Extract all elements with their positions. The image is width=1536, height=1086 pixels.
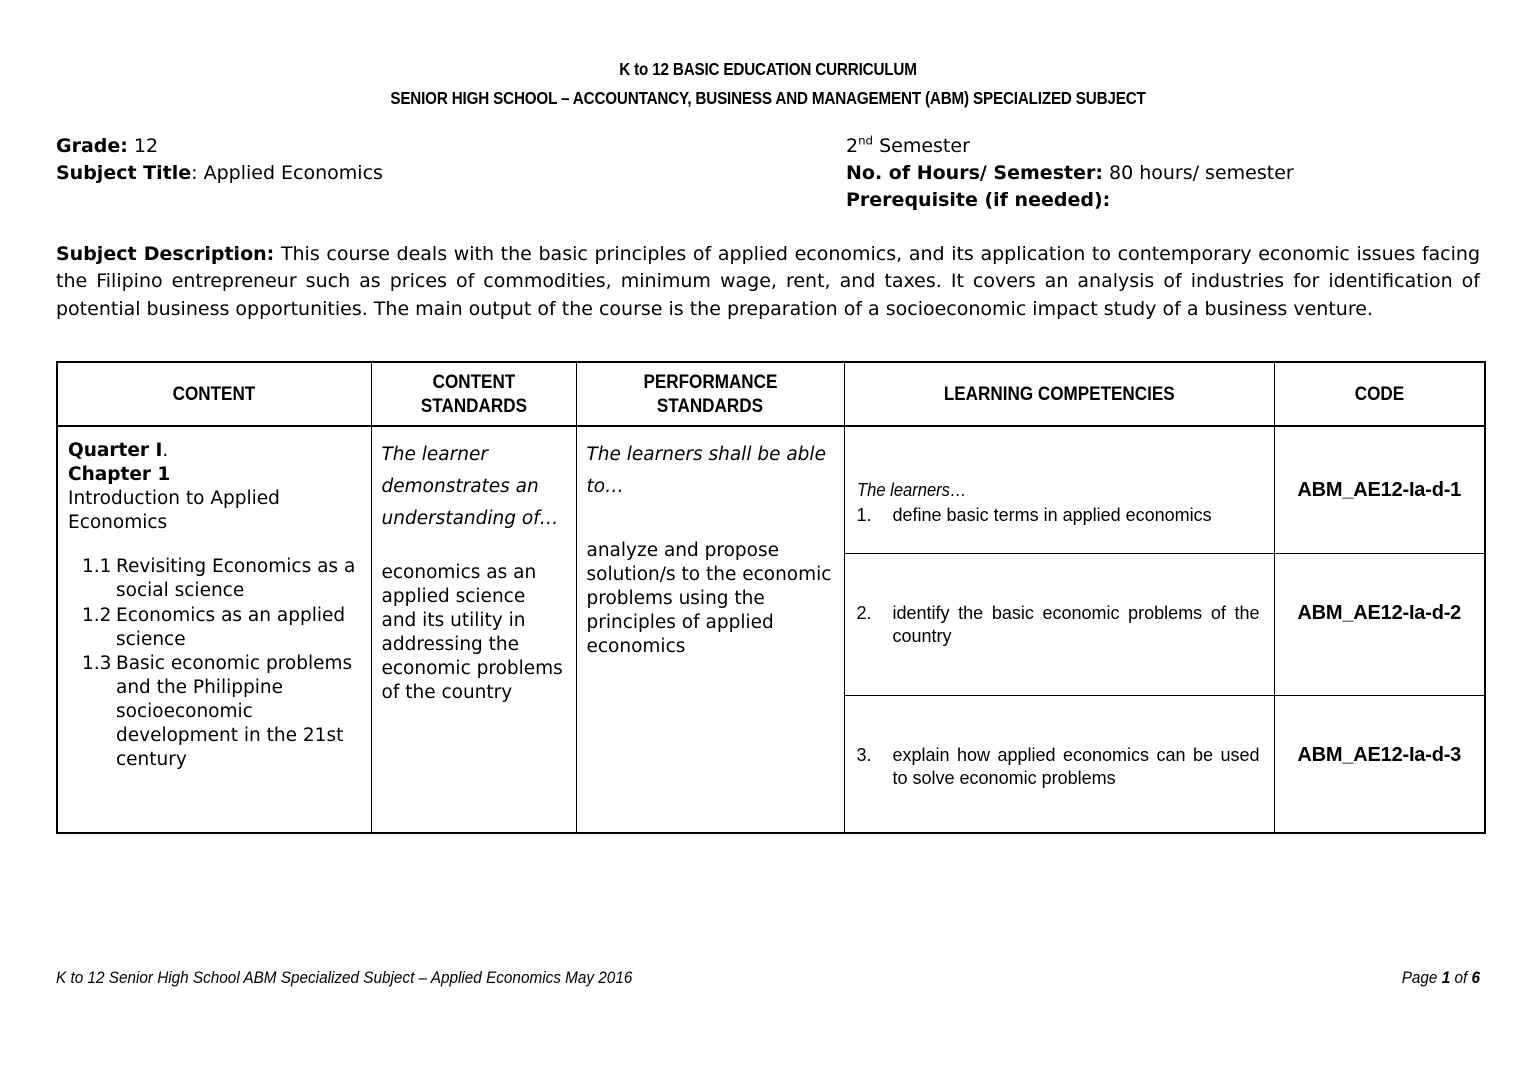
footer-page-total: 6 xyxy=(1471,968,1480,987)
learning-competency-item xyxy=(857,602,1260,649)
learning-competency-cell xyxy=(844,695,1274,833)
list-item-number: 1.2 xyxy=(82,604,112,626)
semester-ordinal-suffix: nd xyxy=(858,133,874,148)
footer-page-word: Page xyxy=(1401,968,1438,987)
hours-value: 80 hours/ semester xyxy=(1108,161,1294,184)
content-quarter xyxy=(68,439,363,463)
grade-row xyxy=(56,133,846,160)
metadata-right-column xyxy=(846,133,1480,214)
competency-code: ABM_AE12-Ia-d-2 xyxy=(1297,601,1462,624)
semester-row xyxy=(846,133,1480,160)
content-spacer xyxy=(68,535,363,555)
column-header-learning-competencies-label: LEARNING COMPETENCIES xyxy=(943,384,1175,406)
list-item xyxy=(68,652,363,772)
header-line-curriculum: K to 12 BASIC EDUCATION CURRICULUM xyxy=(619,59,917,79)
content-chapter-title-line1: Introduction to Applied xyxy=(68,488,280,510)
footer-page-number: 1 xyxy=(1441,968,1451,987)
footer-page-indicator xyxy=(1402,968,1480,988)
content-standards-cell xyxy=(371,426,576,833)
prerequisite-row xyxy=(846,187,1480,214)
column-header-code-label: CODE xyxy=(1354,384,1404,406)
semester-number: 2 xyxy=(846,134,859,157)
learning-competency-cell xyxy=(844,426,1274,553)
list-item xyxy=(68,555,363,603)
learning-competency-text: explain how applied economics can be used to solve economic problems xyxy=(892,744,1260,789)
metadata-left-column xyxy=(56,133,846,214)
learning-competency-lead: The learners… xyxy=(856,480,967,501)
learning-competency-text: define basic terms in applied economics xyxy=(892,504,1212,525)
content-chapter: Chapter 1 xyxy=(68,464,171,486)
list-item-label: Economics as an applied science xyxy=(116,604,346,650)
column-header-performance-standards xyxy=(576,362,844,426)
learning-competency-item xyxy=(857,504,1260,527)
learning-competency-text: identify the basic economic problems of the country xyxy=(892,602,1260,647)
footer-of-word: of xyxy=(1454,968,1468,987)
semester-word: Semester xyxy=(879,134,970,157)
header-line-subject: SENIOR HIGH SCHOOL – ACCOUNTANCY, BUSINESS AND MANAGEMENT (ABM) SPECIALIZED SUBJECT xyxy=(390,87,1146,108)
content-quarter-period: . xyxy=(162,440,169,462)
subject-description-label: Subject Description: xyxy=(56,242,275,265)
competency-code: ABM_AE12-Ia-d-3 xyxy=(1297,743,1462,766)
content-standards-lead: The learner demonstrates an understanding of… xyxy=(381,444,559,529)
grade-value: 12 xyxy=(133,134,159,157)
hours-label: No. of Hours/ Semester: xyxy=(846,161,1103,184)
column-header-content-standards-line1: CONTENT xyxy=(432,372,515,394)
hours-row xyxy=(846,160,1480,187)
list-item-label: Basic economic problems and the Philippine socioeconomic development in the 21st century xyxy=(116,652,353,770)
page-footer xyxy=(56,968,1480,988)
column-header-content-standards-line2: STANDARDS xyxy=(420,396,527,418)
code-cell xyxy=(1274,695,1485,833)
list-item-number: 1.3 xyxy=(82,652,112,674)
subject-title-row xyxy=(56,160,846,187)
document-header xyxy=(56,0,1480,111)
content-chapter-title-line2: Economics xyxy=(68,512,168,534)
list-item xyxy=(68,604,363,652)
subject-description xyxy=(56,241,1480,324)
content-standards-body: economics as an applied science and its utility in addressing the economic problems of the country xyxy=(381,561,563,703)
footer-source-text: K to 12 Senior High School ABM Specialized Subject – Applied Economics May 2016 xyxy=(56,968,633,987)
column-header-content xyxy=(57,362,371,426)
metadata-block xyxy=(56,133,1480,214)
learning-competency-item xyxy=(857,744,1260,791)
column-header-learning-competencies xyxy=(844,362,1274,426)
curriculum-table xyxy=(56,361,1486,834)
list-item-label: Revisiting Economics as a social science xyxy=(116,556,356,602)
list-item-number: 1.1 xyxy=(82,556,112,578)
column-header-content-standards xyxy=(371,362,576,426)
subject-title-separator: : xyxy=(191,161,198,184)
performance-standards-cell xyxy=(576,426,844,833)
learning-competency-number: 2. xyxy=(856,602,872,623)
content-quarter-text: Quarter I xyxy=(68,440,163,462)
column-header-code xyxy=(1274,362,1485,426)
grade-label: Grade: xyxy=(56,134,128,157)
column-header-performance-standards-line1: PERFORMANCE xyxy=(643,372,777,394)
subject-description-text: This course deals with the basic principles of applied economics, and its application to contemporary economic issues facing the Filipino entrepreneur such as prices of commodities, minimum wage, rent, and taxes. It covers an analysis of industries for identification of potential business opportunities. The main output of the course is the preparation of a socioeconomic impact study of a business venture. xyxy=(56,242,1481,320)
performance-standards-body: analyze and propose solution/s to the economic problems using the principles of applied economics xyxy=(586,539,832,658)
learning-competency-number: 3. xyxy=(856,744,872,765)
content-topic-list xyxy=(68,555,363,771)
code-cell xyxy=(1274,553,1485,695)
column-header-performance-standards-line2: STANDARDS xyxy=(656,396,764,418)
content-cell xyxy=(57,426,371,833)
performance-standards-lead: The learners shall be able to… xyxy=(586,444,826,498)
code-cell xyxy=(1274,426,1485,553)
competency-code: ABM_AE12-Ia-d-1 xyxy=(1297,479,1462,502)
subject-title-value: Applied Economics xyxy=(203,161,383,184)
table-row xyxy=(57,426,1485,553)
learning-competency-number: 1. xyxy=(856,504,872,525)
learning-competency-cell xyxy=(844,553,1274,695)
subject-title-label: Subject Title xyxy=(56,161,192,184)
table-header-row xyxy=(57,362,1485,426)
column-header-content-label: CONTENT xyxy=(172,384,256,406)
prerequisite-label: Prerequisite (if needed): xyxy=(846,188,1111,211)
